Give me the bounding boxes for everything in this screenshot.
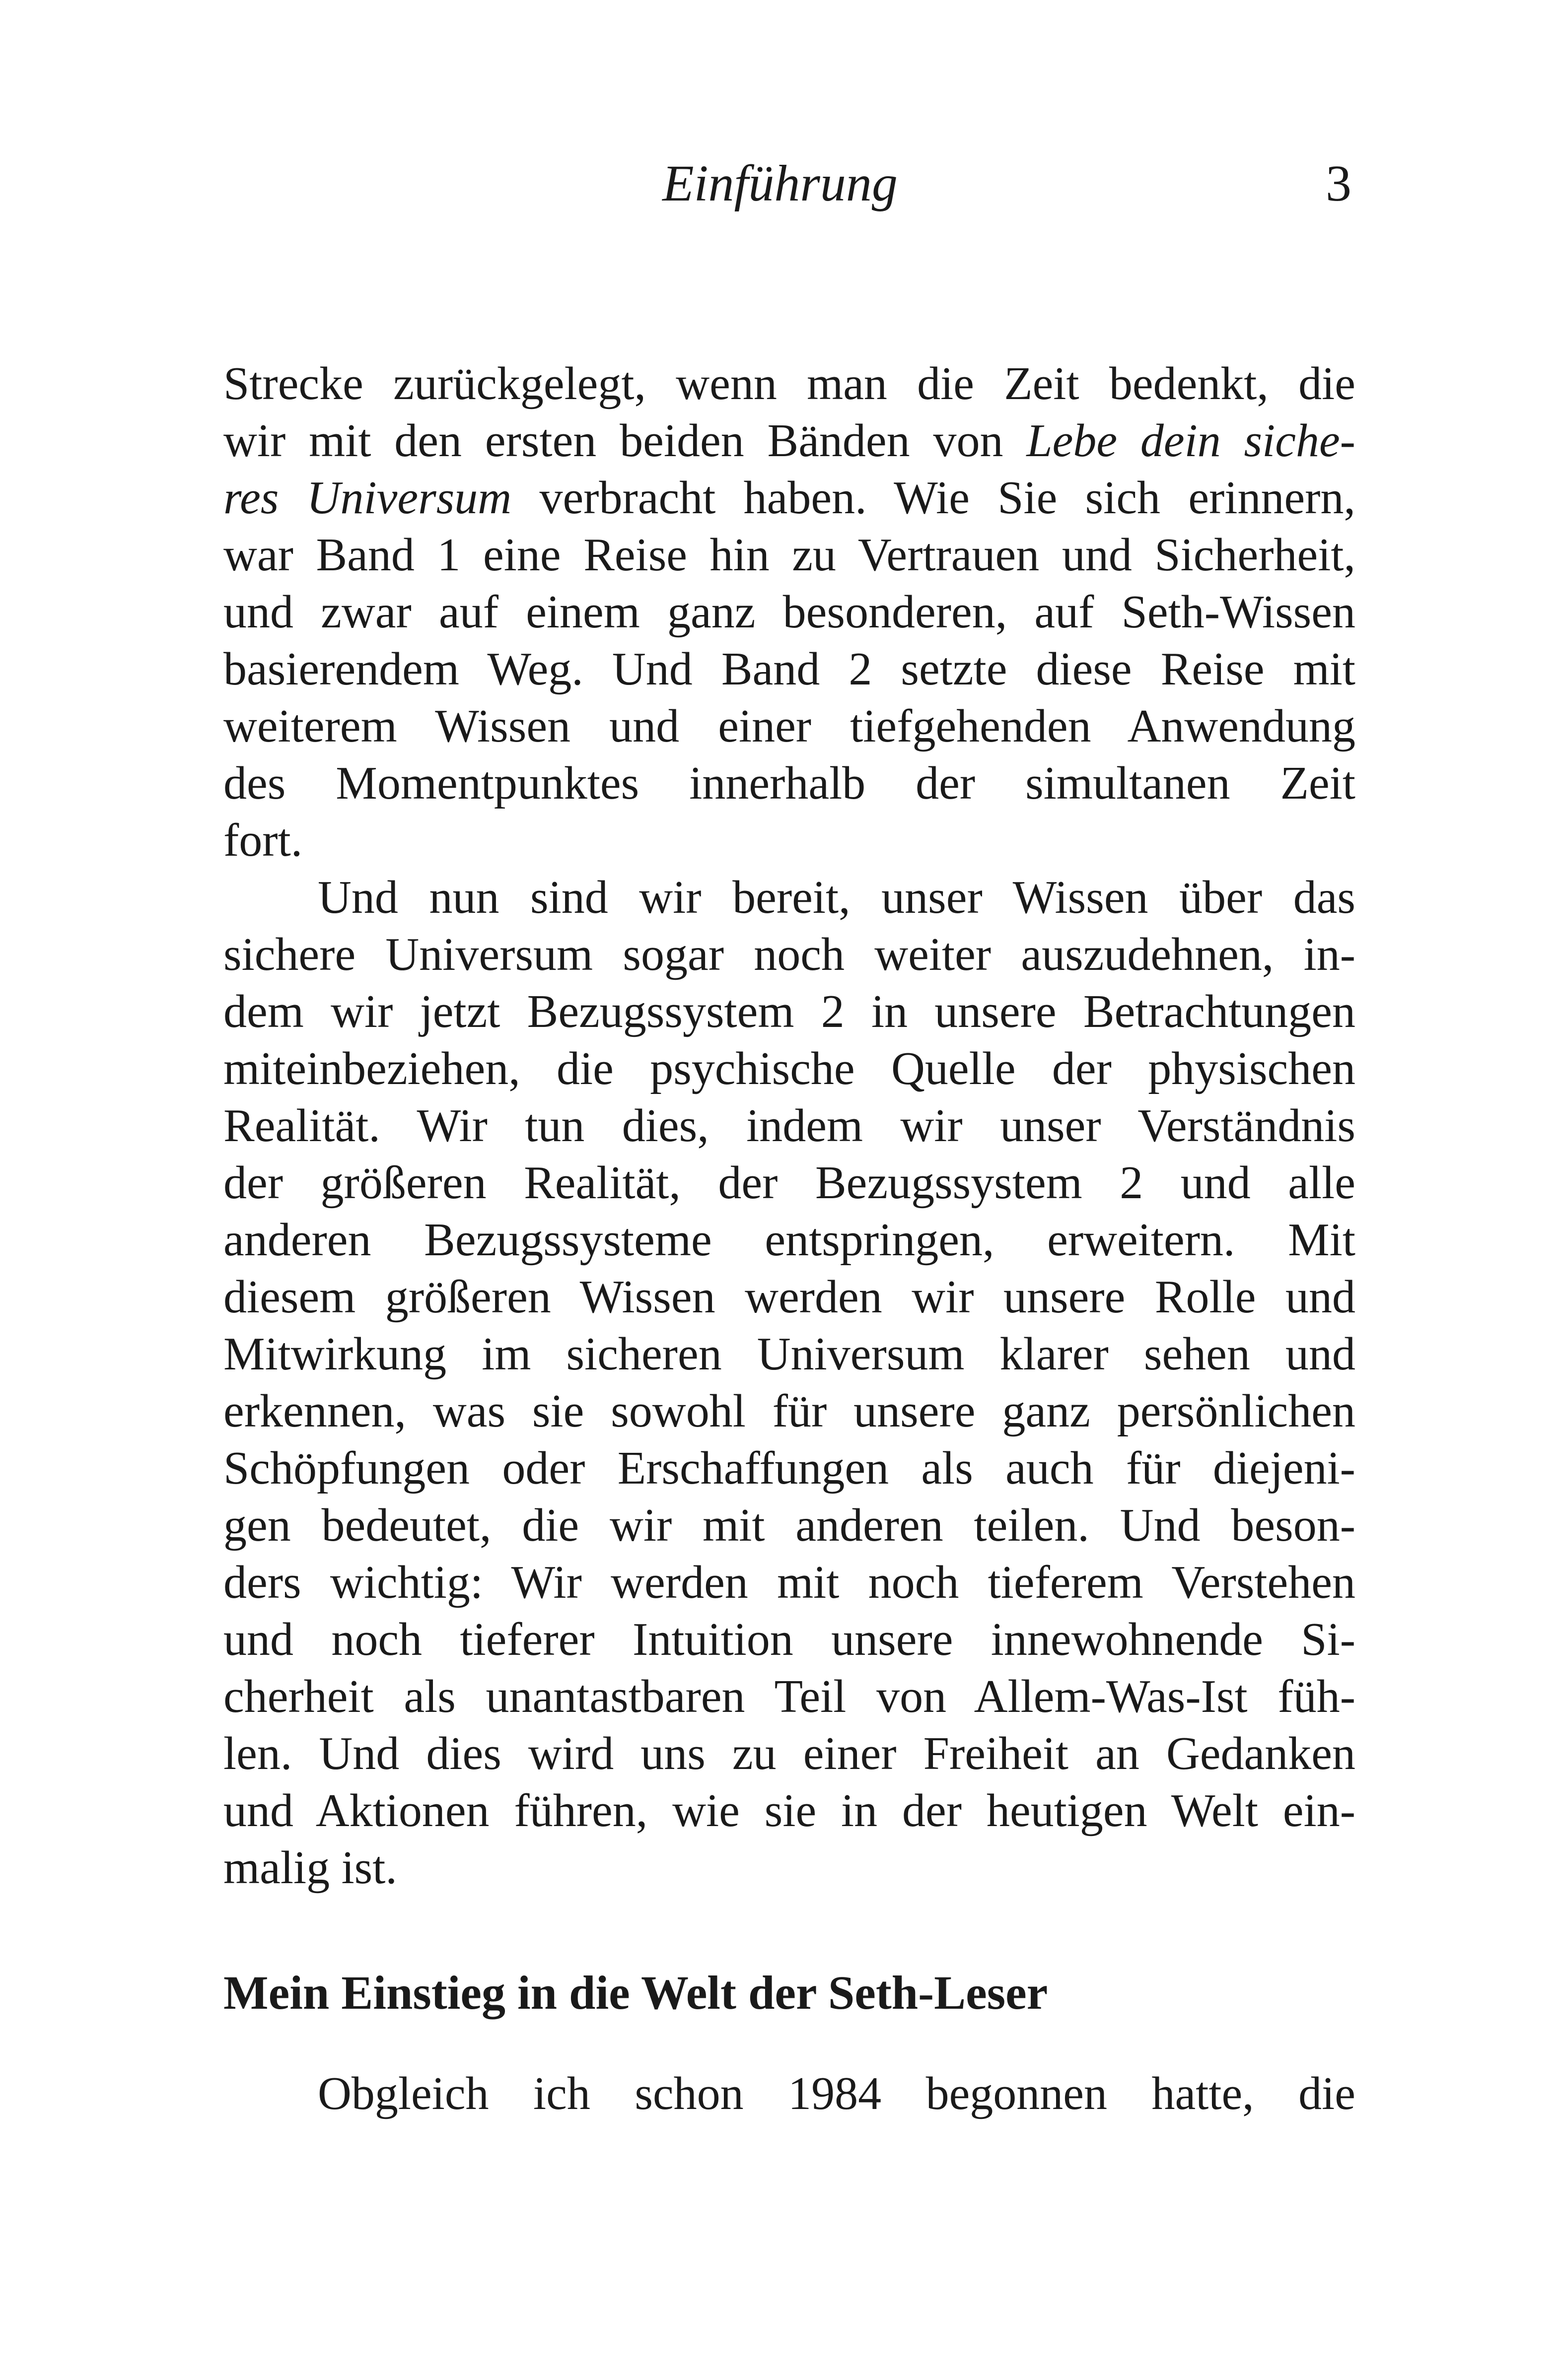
text-line: sichere Universum sogar noch weiter auszudehnen, in- xyxy=(223,929,1355,980)
text-line: und noch tieferer Intuition unsere innewohnende Si- xyxy=(223,1614,1355,1665)
text-line xyxy=(223,640,1355,698)
text-line: erkennen, was sie sowohl für unsere ganz persönlichen xyxy=(223,1385,1355,1437)
text-span: basierendem Weg. Und Band 2 setzte diese Reise mit xyxy=(223,643,1355,695)
text-line: gen bedeutet, die wir mit anderen teilen. Und beson- xyxy=(223,1499,1355,1551)
text-line: Obgleich ich schon 1984 begonnen hatte, die xyxy=(318,2068,1355,2119)
text-line: dem wir jetzt Bezugssystem 2 in unsere Betrachtungen xyxy=(223,986,1355,1037)
text-line: Schöpfungen oder Erschaffungen als auch für diejeni- xyxy=(223,1442,1355,1494)
book-title-italic: Lebe dein siche- xyxy=(1026,415,1355,467)
text-line xyxy=(223,412,1355,470)
text-line: len. Und dies wird uns zu einer Freiheit an Gedanken xyxy=(223,1728,1355,1779)
text-span: verbracht haben. Wie Sie sich erinnern, xyxy=(511,472,1355,524)
running-title: Einführung xyxy=(662,155,898,212)
text-line: Und nun sind wir bereit, unser Wissen über das xyxy=(318,872,1355,923)
text-line: ders wichtig: Wir werden mit noch tieferem Verstehen xyxy=(223,1557,1355,1608)
text-line: malig ist. xyxy=(223,1842,397,1894)
text-line: diesem größeren Wissen werden wir unsere Rolle und xyxy=(223,1271,1355,1323)
text-line xyxy=(223,526,1355,584)
text-span: Strecke zurückgelegt, wenn man die Zeit bedenkt, die xyxy=(223,358,1355,409)
text-line: miteinbeziehen, die psychische Quelle der physischen xyxy=(223,1043,1355,1094)
text-line: Mitwirkung im sicheren Universum klarer sehen und xyxy=(223,1328,1355,1380)
text-span: wir mit den ersten beiden Bänden von xyxy=(223,415,1027,467)
book-title-italic: res Universum xyxy=(223,472,512,524)
text-line xyxy=(223,469,1355,527)
text-line xyxy=(223,583,1355,641)
text-span: fort. xyxy=(223,815,303,866)
text-line: Realität. Wir tun dies, indem wir unser Verständnis xyxy=(223,1100,1355,1152)
text-line xyxy=(223,754,1355,812)
text-line: anderen Bezugssysteme entspringen, erweitern. Mit xyxy=(223,1214,1355,1266)
text-line xyxy=(223,697,1355,755)
page-number: 3 xyxy=(1326,155,1351,212)
text-span: und zwar auf einem ganz besonderen, auf Seth-Wissen xyxy=(223,586,1355,638)
text-line: und Aktionen führen, wie sie in der heutigen Welt ein- xyxy=(223,1785,1355,1836)
section-heading: Mein Einstieg in die Welt der Seth-Leser xyxy=(223,1966,1048,2019)
text-span: war Band 1 eine Reise hin zu Vertrauen und Sicherheit, xyxy=(223,529,1355,581)
text-line: der größeren Realität, der Bezugssystem 2 und alle xyxy=(223,1157,1355,1209)
text-line xyxy=(223,355,1355,412)
text-line xyxy=(223,812,1355,869)
text-span: des Momentpunktes innerhalb der simultanen Zeit xyxy=(223,757,1355,809)
text-span: weiterem Wissen und einer tiefgehenden Anwendung xyxy=(223,700,1355,752)
text-line: cherheit als unantastbaren Teil von Allem-Was-Ist füh- xyxy=(223,1671,1355,1722)
running-header xyxy=(0,149,1560,218)
